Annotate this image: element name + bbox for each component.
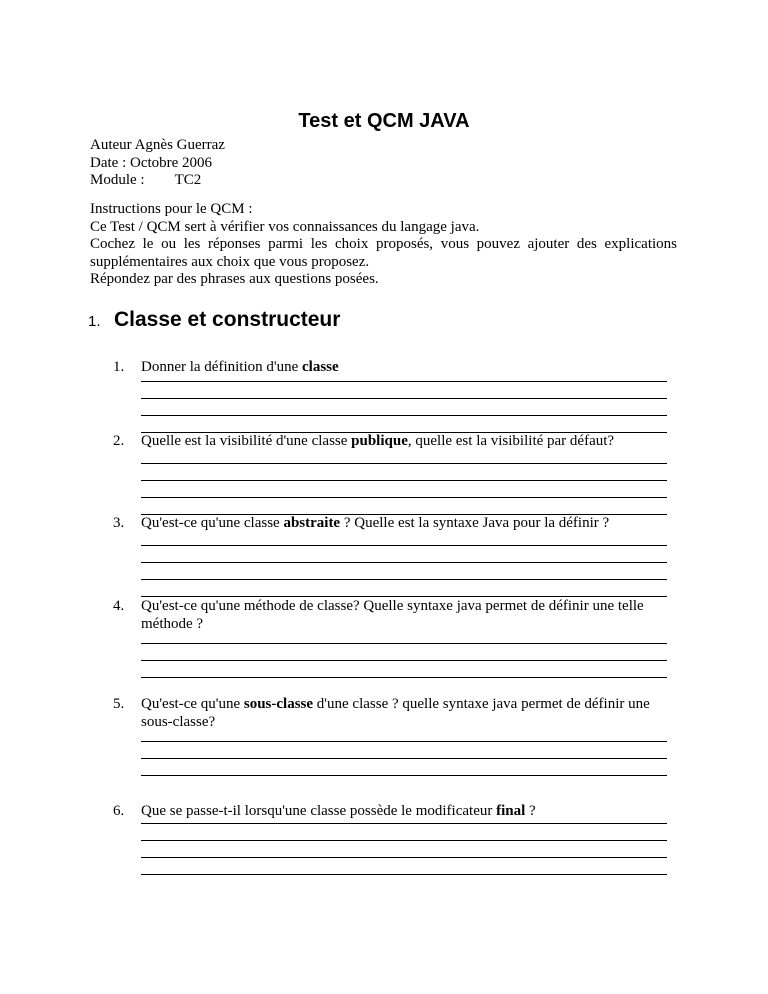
- answer-line[interactable]: [141, 463, 667, 464]
- question-text-part: Donner la définition d'une: [141, 359, 302, 375]
- answer-line[interactable]: [141, 758, 667, 759]
- document-title: Test et QCM JAVA: [298, 110, 470, 132]
- instructions-line: Ce Test / QCM sert à vérifier vos connaissances du langage java.: [90, 218, 480, 235]
- answer-line[interactable]: [141, 874, 667, 875]
- answer-line[interactable]: [141, 480, 667, 481]
- instructions-heading: Instructions pour le QCM :: [90, 201, 253, 217]
- date-line: Date : Octobre 2006: [90, 154, 213, 171]
- answer-line[interactable]: [141, 562, 667, 563]
- module-line: [90, 172, 225, 190]
- answer-line[interactable]: [141, 545, 667, 546]
- question-keyword: publique: [351, 433, 408, 449]
- question-number: 2.: [113, 433, 125, 449]
- question-text-part: ?: [525, 803, 536, 819]
- question-text-part: Que se passe-t-il lorsqu'une classe possède le modificateur: [141, 803, 497, 819]
- question-text-part: , quelle est la visibilité par défaut?: [407, 433, 615, 449]
- answer-line[interactable]: [141, 381, 667, 382]
- section-title: Classe et constructeur: [114, 308, 341, 331]
- answer-line[interactable]: [141, 497, 667, 498]
- question-keyword: sous-classe: [243, 696, 314, 712]
- document-meta: [90, 137, 225, 190]
- answer-line[interactable]: [141, 643, 667, 644]
- section-number: 1.: [88, 313, 101, 330]
- answer-line[interactable]: [141, 741, 667, 742]
- question-keyword: abstraite: [283, 515, 341, 531]
- module-label: Module :: [90, 172, 145, 188]
- question-text-part: Qu'est-ce qu'une méthode de classe? Quelle syntaxe java permet de définir une telle méthode ?: [141, 598, 644, 632]
- question-text: [141, 696, 667, 731]
- answer-line[interactable]: [141, 840, 667, 841]
- instructions-line: Cochez le ou les réponses parmi les choix proposés, vous pouvez ajouter des explications supplémentaires aux choix que vous proposez.: [90, 236, 677, 270]
- answer-line[interactable]: [141, 579, 667, 580]
- question-keyword: classe: [302, 359, 339, 375]
- answer-line[interactable]: [141, 857, 667, 858]
- answer-line[interactable]: [141, 660, 667, 661]
- question-text-part: Quelle est la visibilité d'une classe: [141, 433, 352, 449]
- question-keyword: final: [496, 803, 526, 819]
- instructions-block: [90, 201, 677, 289]
- question-text: [141, 433, 667, 451]
- instructions-line: Répondez par des phrases aux questions posées.: [90, 271, 379, 287]
- section-heading: [88, 308, 340, 332]
- question-number: 5.: [113, 696, 125, 712]
- answer-line[interactable]: [141, 823, 667, 824]
- question-text-part: d'une classe ? quelle syntaxe java permet de définir une sous-classe?: [141, 696, 650, 730]
- question-text: [141, 803, 667, 821]
- question-number: 1.: [113, 359, 125, 375]
- module-value: TC2: [174, 172, 202, 188]
- question-text: [141, 598, 667, 633]
- question-text: [141, 359, 667, 377]
- answer-line[interactable]: [141, 596, 667, 597]
- question-text-part: Qu'est-ce qu'une classe: [141, 515, 284, 531]
- question-number: 4.: [113, 598, 125, 614]
- answer-line[interactable]: [141, 415, 667, 416]
- question-number: 6.: [113, 803, 125, 819]
- question-text-part: Qu'est-ce qu'une: [141, 696, 244, 712]
- author-line: Auteur Agnès Guerraz: [90, 137, 225, 153]
- question-number: 3.: [113, 515, 125, 531]
- question-text: [141, 515, 667, 533]
- answer-line[interactable]: [141, 677, 667, 678]
- answer-line[interactable]: [141, 398, 667, 399]
- answer-line[interactable]: [141, 775, 667, 776]
- question-text-part: ? Quelle est la syntaxe Java pour la définir ?: [340, 515, 610, 531]
